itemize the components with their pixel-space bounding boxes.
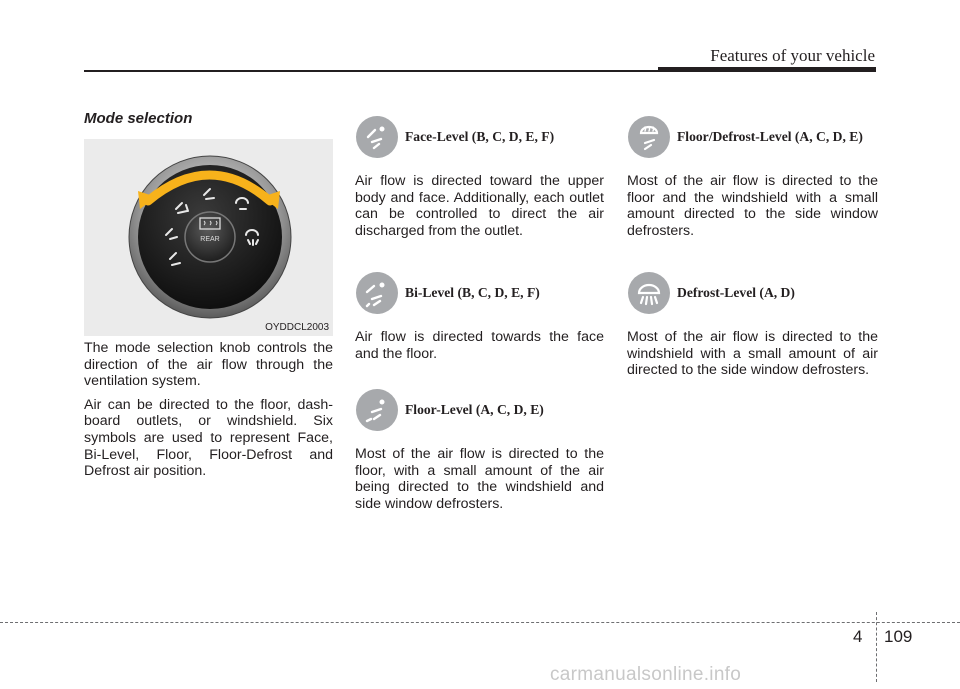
defrost-label: Defrost-Level (A, D) <box>677 285 795 300</box>
mode-knob-illustration <box>84 139 333 336</box>
page-number-divider <box>876 612 877 682</box>
defrost-icon <box>627 271 671 315</box>
face-level-label: Face-Level (B, C, D, E, F) <box>405 129 555 144</box>
header-rule-thick <box>658 67 876 72</box>
mode-floor-level <box>355 388 604 512</box>
mode-defrost <box>627 271 878 379</box>
chapter-number: 4 <box>853 627 863 646</box>
face-level-icon <box>355 115 399 159</box>
floor-defrost-description: Most of the air flow is directed to the floor and the windshield with a small amount directed to the side window defrosters. <box>627 173 878 239</box>
bi-level-description: Air flow is directed towards the face and the floor. <box>355 329 604 362</box>
bi-level-label: Bi-Level (B, C, D, E, F) <box>405 285 540 300</box>
page-number: 109 <box>884 627 913 646</box>
header-rule <box>84 70 658 72</box>
defrost-description: Most of the air flow is directed to the windshield with a small amount of air directed to the side window defrosters. <box>627 329 878 379</box>
mode-face-level <box>355 115 604 239</box>
intro-paragraph-2: Air can be directed to the floor, dash-board outlets, or windshield. Six symbols are used to represent Face, Bi-Level, Floor, Floor-Defrost and Defrost air position. <box>84 396 333 480</box>
bi-level-icon <box>355 271 399 315</box>
footer-rule <box>0 622 960 623</box>
floor-level-label: Floor-Level (A, C, D, E) <box>405 402 544 417</box>
floor-defrost-label: Floor/Defrost-Level (A, C, D, E) <box>677 129 863 144</box>
face-level-description: Air flow is directed toward the upper body and face. Additionally, each outlet can be controlled to direct the air discharged from the outlet. <box>355 173 604 239</box>
knob-rear-label: REAR <box>200 236 220 243</box>
page-header-title: Features of your vehicle <box>710 46 875 65</box>
floor-defrost-icon <box>627 115 671 159</box>
left-column-text <box>84 340 333 480</box>
floor-level-icon <box>355 388 399 432</box>
floor-level-description: Most of the air flow is directed to the floor, with a small amount of the air being directed to the windshield and side window defrosters. <box>355 446 604 512</box>
mode-knob-figure <box>84 139 333 336</box>
mode-bi-level <box>355 271 604 362</box>
intro-paragraph-1: The mode selection knob controls the direction of the air flow through the ventilation system. <box>84 340 333 390</box>
watermark: carmanualsonline.info <box>550 664 742 685</box>
section-title: Mode selection <box>84 110 193 127</box>
figure-label: OYDDCL2003 <box>265 322 329 333</box>
mode-floor-defrost <box>627 115 878 239</box>
